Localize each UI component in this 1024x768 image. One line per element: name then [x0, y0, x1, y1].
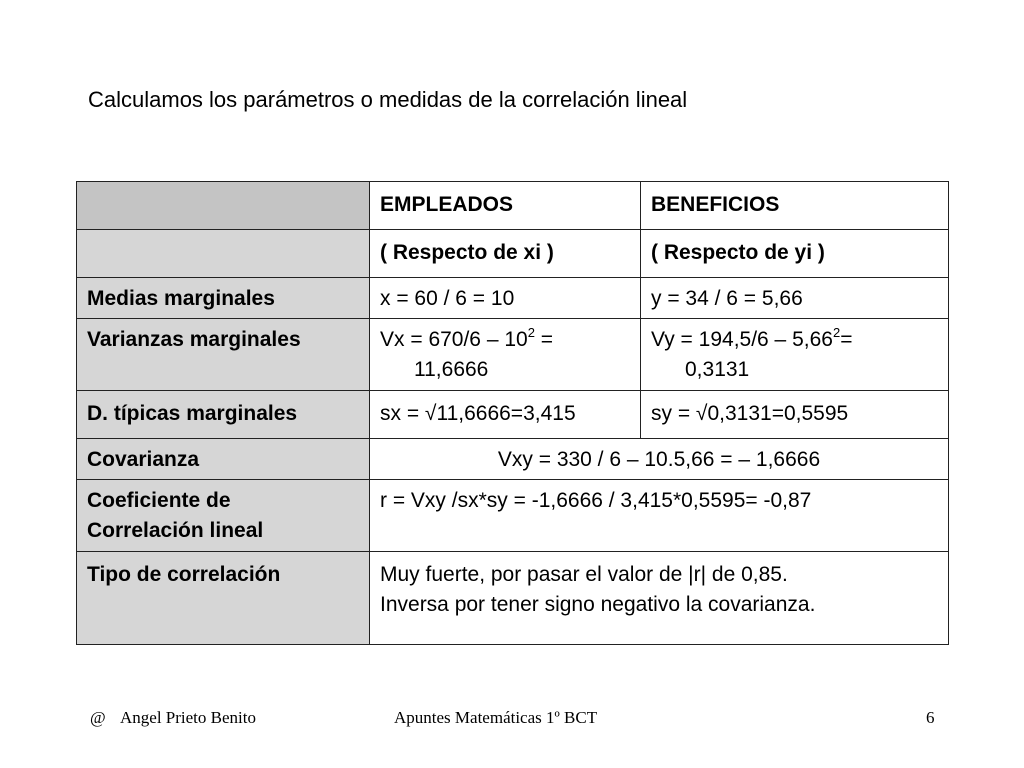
coeficiente-value: r = Vxy /sx*sy = -1,6666 / 3,415*0,5595= -0,87: [370, 480, 949, 552]
row-label-covarianza: Covarianza: [77, 439, 370, 480]
varianzas-y-formula: Vy = 194,5/6 – 5,66: [651, 328, 833, 351]
tipicas-x-value: sx = √11,6666=3,415: [370, 391, 641, 439]
varianzas-x-exponent: 2: [527, 325, 535, 340]
tipo-line2: Inversa por tener signo negativo la covarianza.: [380, 593, 816, 616]
varianzas-y-cell: [641, 319, 949, 391]
varianzas-y-result: 0,3131: [685, 358, 750, 381]
slide-title: Calculamos los parámetros o medidas de la correlación lineal: [88, 87, 688, 112]
subheader-y: ( Respecto de yi ): [641, 230, 949, 278]
tipicas-y-value: sy = √0,3131=0,5595: [641, 391, 949, 439]
varianzas-x-formula: Vx = 670/6 – 10: [380, 328, 528, 351]
footer-course: Apuntes Matemáticas 1º BCT: [394, 708, 598, 727]
table-row-varianzas: [77, 319, 949, 391]
subheader-empty-cell: [77, 230, 370, 278]
tipo-value: [370, 552, 949, 645]
table-row-covarianza: [77, 439, 949, 480]
table-row-coeficiente: [77, 480, 949, 552]
medias-y-value: y = 34 / 6 = 5,66: [641, 278, 949, 319]
coeficiente-label-line1: Coeficiente de: [87, 489, 231, 512]
varianzas-x-result: 11,6666: [414, 358, 489, 381]
medias-x-value: x = 60 / 6 = 10: [370, 278, 641, 319]
footer-author: Angel Prieto Benito: [120, 708, 256, 727]
varianzas-x-cell: [370, 319, 641, 391]
table-row-medias: [77, 278, 949, 319]
row-label-varianzas: Varianzas marginales: [77, 319, 370, 391]
table-row-subheader: [77, 230, 949, 278]
footer-at-sign: @: [90, 708, 106, 727]
row-label-medias: Medias marginales: [77, 278, 370, 319]
covarianza-value: Vxy = 330 / 6 – 10.5,66 = – 1,6666: [370, 439, 949, 480]
footer-page-number: 6: [926, 708, 935, 727]
row-label-tipo: Tipo de correlación: [77, 552, 370, 645]
varianzas-y-exponent: 2: [832, 325, 841, 340]
correlation-table: [76, 181, 949, 645]
table-row-header: [77, 182, 949, 230]
table-row-tipicas: [77, 391, 949, 439]
subheader-x: ( Respecto de xi ): [370, 230, 641, 278]
table-row-tipo: [77, 552, 949, 645]
tipo-line1: Muy fuerte, por pasar el valor de |r| de 0,85.: [380, 563, 788, 586]
row-label-coeficiente: [77, 480, 370, 552]
header-empty-cell: [77, 182, 370, 230]
varianzas-x-equals: =: [534, 328, 554, 351]
header-empleados: EMPLEADOS: [370, 182, 641, 230]
header-beneficios: BENEFICIOS: [641, 182, 949, 230]
varianzas-y-equals: =: [840, 328, 853, 351]
row-label-tipicas: D. típicas marginales: [77, 391, 370, 439]
coeficiente-label-line2: Correlación lineal: [87, 519, 264, 542]
